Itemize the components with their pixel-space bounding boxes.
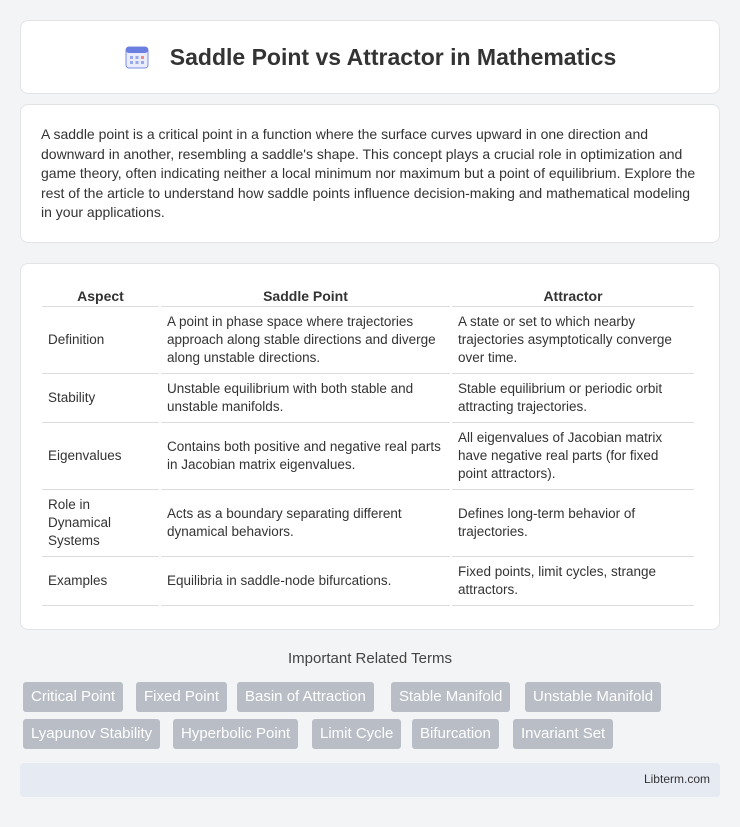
table-cell-aspect: Eigenvalues: [42, 423, 159, 490]
table-cell-attractor: All eigenvalues of Jacobian matrix have negative real parts (for fixed point attractors).: [452, 423, 694, 490]
tag-critical-point[interactable]: Critical Point: [23, 682, 123, 712]
tag-lyapunov-stability[interactable]: Lyapunov Stability: [23, 719, 160, 749]
table-cell-attractor: Stable equilibrium or periodic orbit attracting trajectories.: [452, 374, 694, 423]
column-header-saddle-point: Saddle Point: [161, 282, 450, 307]
footer-site-link[interactable]: Libterm.com: [643, 772, 710, 786]
related-terms-heading: Important Related Terms: [288, 650, 452, 667]
table-row: [42, 374, 694, 423]
table-cell-saddle-point: Acts as a boundary separating different dynamical behaviors.: [161, 490, 450, 557]
comparison-table: [40, 282, 696, 606]
footer: [20, 763, 720, 797]
comparison-table-card: [20, 263, 720, 630]
page-title: Saddle Point vs Attractor in Mathematics: [169, 43, 617, 70]
tag-basin-of-attraction[interactable]: Basin of Attraction: [237, 682, 374, 712]
table-row: [42, 490, 694, 557]
tag-limit-cycle[interactable]: Limit Cycle: [312, 719, 401, 749]
tag-hyperbolic-point[interactable]: Hyperbolic Point: [173, 719, 298, 749]
table-cell-saddle-point: Unstable equilibrium with both stable and unstable manifolds.: [161, 374, 450, 423]
tag-bifurcation[interactable]: Bifurcation: [412, 719, 499, 749]
table-cell-attractor: Fixed points, limit cycles, strange attractors.: [452, 557, 694, 606]
table-cell-saddle-point: Contains both positive and negative real parts in Jacobian matrix eigenvalues.: [161, 423, 450, 490]
intro-paragraph: A saddle point is a critical point in a function where the surface curves upward in one direction and downward in another, resembling a saddle's shape. This concept plays a crucial role in optimization and game theory, often indicating neither a local minimum nor maximum but a point of equilibrium. Explore the rest of the article to understand how saddle points influence decision-making and mathematical modeling in your applications.: [41, 126, 696, 220]
tag-fixed-point[interactable]: Fixed Point: [136, 682, 227, 712]
intro-card: [20, 104, 720, 243]
header-card: [20, 20, 720, 94]
table-cell-attractor: A state or set to which nearby trajectories asymptotically converge over time.: [452, 307, 694, 374]
column-header-aspect: Aspect: [42, 282, 159, 307]
table-row: [42, 307, 694, 374]
column-header-attractor: Attractor: [452, 282, 694, 307]
table-cell-saddle-point: Equilibria in saddle-node bifurcations.: [161, 557, 450, 606]
table-cell-aspect: Stability: [42, 374, 159, 423]
table-cell-attractor: Defines long-term behavior of trajectories.: [452, 490, 694, 557]
table-calendar-icon: [124, 44, 150, 70]
tag-stable-manifold[interactable]: Stable Manifold: [391, 682, 510, 712]
table-cell-aspect: Role in Dynamical Systems: [42, 490, 159, 557]
table-row: [42, 423, 694, 490]
table-row: [42, 557, 694, 606]
table-header-row: [42, 282, 694, 307]
tag-invariant-set[interactable]: Invariant Set: [513, 719, 613, 749]
table-cell-aspect: Definition: [42, 307, 159, 374]
table-cell-aspect: Examples: [42, 557, 159, 606]
tag-unstable-manifold[interactable]: Unstable Manifold: [525, 682, 661, 712]
table-cell-saddle-point: A point in phase space where trajectories approach along stable directions and diverge along unstable directions.: [161, 307, 450, 374]
